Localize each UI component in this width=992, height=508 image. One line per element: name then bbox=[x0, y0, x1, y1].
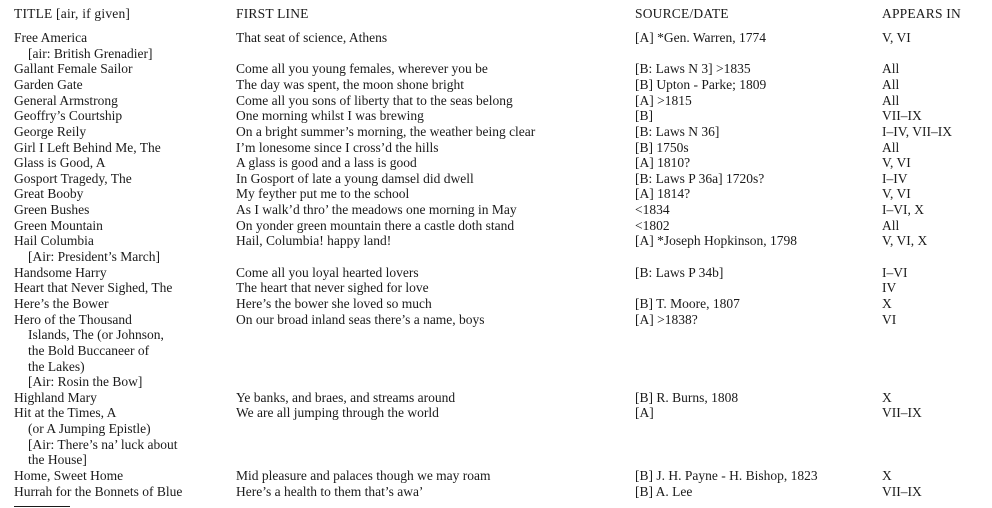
first-line-cell: Mid pleasure and palaces though we may roam bbox=[236, 468, 491, 484]
table-row bbox=[0, 202, 992, 218]
first-line-cell: The heart that never sighed for love bbox=[236, 280, 429, 296]
song-title: Handsome Harry bbox=[14, 264, 107, 280]
title-cell bbox=[14, 155, 106, 171]
song-title-continuation: (or A Jumping Epistle) bbox=[28, 421, 151, 437]
first-line-cell: Here’s the bower she loved so much bbox=[236, 295, 432, 311]
first-line-cell: Here’s a health to them that’s awa’ bbox=[236, 483, 424, 499]
song-title: Home, Sweet Home bbox=[14, 468, 124, 484]
title-cell bbox=[14, 233, 160, 264]
song-title: General Armstrong bbox=[14, 92, 118, 108]
table-row bbox=[0, 30, 992, 61]
table-row bbox=[0, 218, 992, 234]
appears-in-cell: VII–IX bbox=[882, 483, 922, 499]
header-title: TITLE [air, if given] bbox=[14, 6, 131, 21]
source-date-cell: [B: Laws N 3] >1835 bbox=[635, 61, 751, 77]
table-row bbox=[0, 280, 992, 296]
title-cell bbox=[14, 61, 132, 77]
title-cell bbox=[14, 405, 177, 468]
title-cell bbox=[14, 202, 89, 218]
song-title: Highland Mary bbox=[14, 389, 97, 405]
appears-in-cell: V, VI, X bbox=[882, 233, 928, 249]
appears-in-cell: I–IV, VII–IX bbox=[882, 123, 952, 139]
first-line-cell: As I walk’d thro’ the meadows one morning in May bbox=[236, 202, 517, 218]
appears-in-cell: All bbox=[882, 61, 900, 77]
source-date-cell: [B] R. Burns, 1808 bbox=[635, 389, 739, 405]
appears-in-cell: V, VI bbox=[882, 155, 911, 171]
first-line-cell: One morning whilst I was brewing bbox=[236, 108, 424, 124]
appears-in-cell: V, VI bbox=[882, 30, 911, 45]
source-date-cell: [B: Laws P 36a] 1720s? bbox=[635, 170, 765, 186]
source-date-cell: [B] T. Moore, 1807 bbox=[635, 295, 740, 311]
song-title-continuation: [Air: Rosin the Bow] bbox=[28, 374, 143, 390]
table-row bbox=[0, 390, 992, 406]
table-row bbox=[0, 61, 992, 77]
table-row bbox=[0, 108, 992, 124]
song-title-continuation: the Bold Buccaneer of bbox=[28, 342, 150, 358]
table-row bbox=[0, 77, 992, 93]
first-line-cell: That seat of science, Athens bbox=[236, 30, 388, 45]
table-row bbox=[0, 484, 992, 500]
first-line-cell: The day was spent, the moon shone bright bbox=[236, 76, 464, 92]
table-row bbox=[0, 171, 992, 187]
appears-in-cell: All bbox=[882, 217, 900, 233]
song-title: Garden Gate bbox=[14, 76, 83, 92]
appears-in-cell: X bbox=[882, 468, 892, 484]
song-title: Glass is Good, A bbox=[14, 155, 106, 171]
song-title: Green Mountain bbox=[14, 217, 103, 233]
table-row bbox=[0, 265, 992, 281]
title-cell bbox=[14, 93, 118, 109]
title-cell bbox=[14, 218, 103, 234]
appears-in-cell: I–VI, X bbox=[882, 202, 924, 218]
title-cell bbox=[14, 390, 97, 406]
first-line-cell: Come all you young females, wherever you be bbox=[236, 61, 488, 77]
song-title-continuation: the House] bbox=[28, 452, 87, 468]
first-line-cell: On our broad inland seas there’s a name, boys bbox=[236, 311, 485, 327]
song-title: Hurrah for the Bonnets of Blue bbox=[14, 483, 183, 499]
table-row bbox=[0, 312, 992, 390]
source-date-cell: [A] bbox=[635, 405, 654, 421]
header-first-line: FIRST LINE bbox=[236, 6, 309, 21]
song-title: George Reily bbox=[14, 123, 87, 139]
song-title: Great Booby bbox=[14, 186, 84, 202]
song-table bbox=[0, 30, 992, 499]
appears-in-cell: All bbox=[882, 76, 900, 92]
first-line-cell: In Gosport of late a young damsel did dwell bbox=[236, 170, 474, 186]
appears-in-cell: I–VI bbox=[882, 264, 908, 280]
title-cell bbox=[14, 77, 83, 93]
title-cell bbox=[14, 296, 108, 312]
table-row bbox=[0, 140, 992, 156]
song-title: Geoffry’s Courtship bbox=[14, 108, 123, 124]
table-row bbox=[0, 233, 992, 264]
header-source-date: SOURCE/DATE bbox=[635, 6, 729, 21]
song-title: Green Bushes bbox=[14, 202, 90, 218]
source-date-cell: [B] Upton - Parke; 1809 bbox=[635, 76, 767, 92]
header-appears-in: APPEARS IN bbox=[882, 6, 961, 21]
source-date-cell: [B] A. Lee bbox=[635, 483, 693, 499]
title-cell bbox=[14, 171, 132, 187]
song-title: Girl I Left Behind Me, The bbox=[14, 139, 161, 155]
source-date-cell: [A] *Gen. Warren, 1774 bbox=[635, 30, 766, 45]
song-title: Gosport Tragedy, The bbox=[14, 170, 132, 186]
table-row bbox=[0, 124, 992, 140]
appears-in-cell: X bbox=[882, 295, 892, 311]
first-line-cell: Hail, Columbia! happy land! bbox=[236, 233, 392, 249]
title-cell bbox=[14, 484, 182, 500]
table-row bbox=[0, 296, 992, 312]
table-row bbox=[0, 93, 992, 109]
first-line-cell: A glass is good and a lass is good bbox=[236, 155, 417, 171]
table-row bbox=[0, 405, 992, 468]
appears-in-cell: V, VI bbox=[882, 186, 911, 202]
table-row bbox=[0, 468, 992, 484]
source-date-cell: [B: Laws P 34b] bbox=[635, 264, 724, 280]
title-cell bbox=[14, 265, 107, 281]
appears-in-cell: All bbox=[882, 139, 900, 155]
source-date-cell: [A] >1838? bbox=[635, 311, 698, 327]
first-line-cell: Come all you loyal hearted lovers bbox=[236, 264, 419, 280]
song-title-continuation: the Lakes) bbox=[28, 358, 85, 374]
song-title: Hail Columbia bbox=[14, 233, 94, 249]
source-date-cell: <1802 bbox=[635, 217, 670, 233]
appears-in-cell: VI bbox=[882, 311, 897, 327]
song-title: Gallant Female Sailor bbox=[14, 61, 133, 77]
song-title: Free America bbox=[14, 30, 88, 45]
title-cell bbox=[14, 108, 122, 124]
title-cell bbox=[14, 280, 172, 296]
title-cell bbox=[14, 312, 164, 390]
first-line-cell: We are all jumping through the world bbox=[236, 405, 439, 421]
table-row bbox=[0, 186, 992, 202]
source-date-cell: [A] >1815 bbox=[635, 92, 692, 108]
footnote-rule bbox=[14, 506, 70, 507]
table-row bbox=[0, 155, 992, 171]
first-line-cell: I’m lonesome since I cross’d the hills bbox=[236, 139, 439, 155]
title-cell bbox=[14, 124, 86, 140]
appears-in-cell: IV bbox=[882, 280, 897, 296]
source-date-cell: [A] 1814? bbox=[635, 186, 691, 202]
song-title-continuation: Islands, The (or Johnson, bbox=[28, 327, 164, 343]
song-title: Here’s the Bower bbox=[14, 295, 109, 311]
first-line-cell: Ye banks, and braes, and streams around bbox=[236, 389, 456, 405]
first-line-cell: On yonder green mountain there a castle doth stand bbox=[236, 217, 515, 233]
source-date-cell: [B: Laws N 36] bbox=[635, 123, 720, 139]
song-title: Heart that Never Sighed, The bbox=[14, 280, 173, 296]
appears-in-cell: X bbox=[882, 389, 892, 405]
title-cell bbox=[14, 468, 123, 484]
source-date-cell: <1834 bbox=[635, 202, 670, 218]
song-title-continuation: [Air: There’s na’ luck about bbox=[28, 436, 178, 452]
source-date-cell: [B] 1750s bbox=[635, 139, 689, 155]
title-cell bbox=[14, 30, 152, 61]
source-date-cell: [A] *Joseph Hopkinson, 1798 bbox=[635, 233, 797, 249]
appears-in-cell: I–IV bbox=[882, 170, 908, 186]
source-date-cell: [B] J. H. Payne - H. Bishop, 1823 bbox=[635, 468, 818, 484]
source-date-cell: [A] 1810? bbox=[635, 155, 691, 171]
first-line-cell: My feyther put me to the school bbox=[236, 186, 410, 202]
song-title-continuation: [air: British Grenadier] bbox=[28, 45, 153, 61]
song-title-continuation: [Air: President’s March] bbox=[28, 249, 160, 264]
appears-in-cell: All bbox=[882, 92, 900, 108]
title-cell bbox=[14, 186, 83, 202]
first-line-cell: On a bright summer’s morning, the weather being clear bbox=[236, 123, 536, 139]
song-title: Hit at the Times, A bbox=[14, 405, 117, 421]
song-title: Hero of the Thousand bbox=[14, 311, 132, 327]
appears-in-cell: VII–IX bbox=[882, 405, 922, 421]
first-line-cell: Come all you sons of liberty that to the seas belong bbox=[236, 92, 513, 108]
appears-in-cell: VII–IX bbox=[882, 108, 922, 124]
source-date-cell: [B] bbox=[635, 108, 653, 124]
title-cell bbox=[14, 140, 161, 156]
